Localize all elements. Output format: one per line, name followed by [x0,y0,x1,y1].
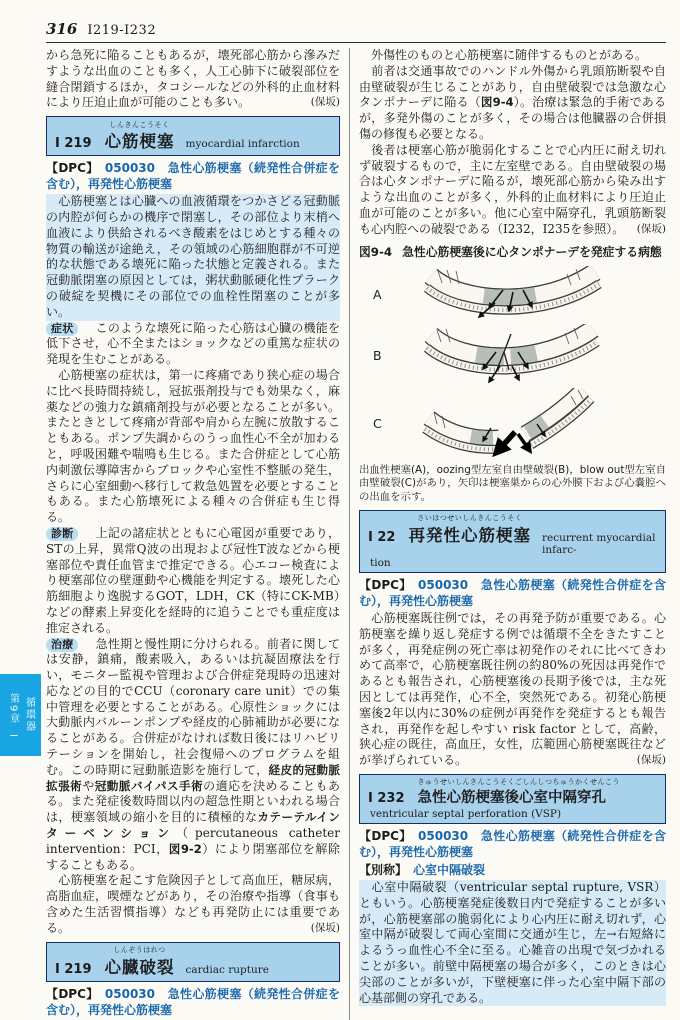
entry-header-recurrent-mi [359,510,666,573]
right-column [350,48,666,1020]
entry-title-ja: さいはつせいしんきんこうそく 再発性心筋梗塞 [408,514,531,545]
entry-title-en: myocardial infarction [185,138,300,151]
dpc-text: 急性心筋梗塞（続発性合併症を含む），再発性心筋梗塞 [359,577,666,608]
oozing-rupture-diagram [401,324,621,388]
rupture-paragraph-3: 後者は梗塞心筋が脆弱化することで心内圧に耐え切れず破裂するもので，主に左室壁である。自由壁破裂の場合は心タンポナーデに陥るが，壊死部心筋から染み出すような出血のことが多く，外科的止血材料により圧迫止血が可能のことが多い。他に心室中隔穿孔，乳頭筋断裂も心内腔への破裂である（I232，I235を参照）。 (保坂) [359,142,666,236]
author-credit: (保坂) [310,96,340,109]
hemorrhagic-infarction-diagram [401,266,621,324]
dpc-line [46,986,340,1018]
entry-title-ja: しんきんこうそく 心筋梗塞 [104,120,175,152]
entry-title-en: cardiac rupture [185,963,269,976]
alias-label: 【別称】 [359,862,402,877]
dpc-code: 050030 [104,161,156,176]
dpc-label: 【DPC】 [46,986,93,1001]
furigana: さいはつせいしんきんこうそく [417,514,523,523]
recurrent-mi-paragraph: 心筋梗塞既往例では，その再発予防が重要である。心筋梗塞を繰り返し発症する例では循環不全をきたすことが多く，再発症例の死亡率は初発作のそれに比べてきわめて高率で，心筋梗塞既往例の約80%の死因は再発作であるとも報告され，心筋梗塞後の長期予後では，主な死因としては再発作，心不全，突然死である。初発心筋梗塞後2年以内に30%の症例が再発作を発症するとも報告され，再発作を起しやすい risk factor として，高齢，狭心症の既往，高血圧，女性，広範囲心筋梗塞既往などが挙げられている。 (保坂) [359,610,666,768]
vsp-definition-paragraph: 心室中隔破裂（ventricular septal rupture, VSR）ともいう。心筋梗塞発症後数日内で発症することが多いが，心筋梗塞部の脆弱化により心内圧に耐え切れず，心室中隔が破裂して両心室間に交通が生じ，左→右短絡によるうっ血性心不全に至る。心雑音の出現で気づかれることが多い。前壁中隔梗塞の場合が多く，このときは心尖部のことが多いが，下壁梗塞に伴った心室中隔下部の心基部側の穿孔である。 [359,879,666,1005]
dpc-label: 【DPC】 [359,828,406,843]
symptoms-paragraph: 症状 このような壊死に陥った心筋は心臓の機能を低下させ，心不全またはショックなどの重篤な症状の発現を生むことがある。 [46,320,340,367]
chapter-tab-section: 循環器 [23,697,35,733]
entry-title-en: ventricular septal perforation (VSP) [370,807,562,820]
running-head [46,20,666,43]
dpc-text: 急性心筋梗塞（続発性合併症を含む），再発性心筋梗塞 [46,986,340,1017]
entry-header-cardiac-rupture [46,942,340,982]
entry-title-ja: きゅうせいしんきんこうそくごしんしつちゅうかくせんこう 急性心筋梗塞後心室中隔穿孔 [417,778,620,806]
entry-header-vsp [359,774,666,824]
chapter-tab-left: 第9章I [7,693,19,737]
diagnosis-paragraph: 診断 上記の諸症状とともに心電図が重要であり，STの上昇，異常Q波の出現および冠性T波などから梗塞部位や責任血管まで推定できる。心エコー検査により梗塞部位の壁運動や心機能を判定する。壊死した心筋細胞より逸脱するGOT，LDH，CK（特にCK-MB）などの酵素上昇変化を経時的に追うことでも重症度は推定される。 [46,525,340,635]
diagnosis-label: 診断 [46,527,78,541]
entry-code: I 22 [368,529,396,545]
alias-text: 心室中隔破裂 [413,862,486,877]
figure-9-4 [373,266,666,460]
intro-paragraph [46,48,340,111]
risk-factor-paragraph: 心筋梗塞を起こす危険因子として高血圧，糖尿病，高脂血症，喫煙などがあり，その治療や指導（食事も含めた生活習慣指導）なども再発防止には重要である。 (保坂) [46,873,340,935]
dpc-code: 050030 [418,577,469,592]
page-entry-range: I219-I232 [87,23,157,38]
entry-code: I 219 [55,136,92,152]
dpc-line [46,160,340,192]
rupture-paragraph-2: 前者は交通事故でのハンドル外傷から乳頭筋断裂や自由壁破裂が生じることがあり，自由壁破裂では急激な心タンポナーデに陥る（図9-4）。治療は緊急的手術であるが，多発外傷のことが多く，その場合は他臓器の合併損傷の修復も必要となる。 [359,63,666,141]
entry-title-ja: しんぞうはれつ 心臓破裂 [104,946,175,977]
intro-text: から急死に陥ることもあるが，壊死部心筋から滲みだすような出血のことも多く，人工心肺下に破裂部位を縫合閉鎖するほか，タコシールなどの外科的止血材料により圧迫止血が可能のことも多い。 [46,48,340,110]
alias-line [359,862,666,878]
page-number: 316 [46,20,78,38]
entry-code: I 219 [55,961,92,977]
furigana: しんきんこうそく [109,120,170,129]
dpc-text: 急性心筋梗塞（続発性合併症を含む），再発性心筋梗塞 [359,828,666,859]
figure-label: 図9-4 [359,244,393,259]
treatment-paragraph: 治療 急性期と慢性期に分けられる。前者に関しては安静，鎮痛，酸素吸入，あるいは抗凝固療法を行い，モニター監視や管理および合併症発現時の迅速対応などの目的でCCU（coronary care unit）での集中管理を必要とすることがある。心原性ショックには大動脈内バルーンポンプや経皮的心肺補助が必要になることがある。合併症がなければ数日後にはリハビリテーションを開始し，社会復帰へのプログラムを組む。この時期に冠動脈造影を施行して，経皮的冠動脈拡張術や冠動脈バイパス手術の適応を決めることもある。また発症後数時間以内の超急性期といわれる場合は，梗塞領域の縮小を目的に積極的なカテーテルインターベンション（percutaneous catheter intervention：PCI，図9-2）により閉塞部位を解除することもある。 [46,636,340,872]
left-column [46,48,349,1020]
furigana: しんぞうはれつ [113,946,166,955]
rupture-paragraph-1: 外傷性のものと心筋梗塞に随伴するものとがある。 [359,48,648,62]
symptoms-label: 症状 [46,322,78,336]
mi-definition-paragraph: 心筋梗塞とは心臓への血液循環をつかさどる冠動脈の内腔が何らかの機序で閉塞し，その部位より末梢へ血液により供給されるべき酸素をはじめとする種々の物質の輸送が途絶え，その領域の心筋細胞群が不可逆的な状態である壊死に陥った状態と定義される。また冠動脈閉塞の原因としては，粥状動脈硬化性プラークの破綻を契機にその部位での血栓性閉塞のことが多い。 [46,194,340,319]
author-credit: (保坂) [310,921,340,934]
panel-label-a: A [373,287,382,303]
treatment-label: 治療 [46,638,78,652]
entry-code: I 232 [368,790,405,806]
furigana: きゅうせいしんきんこうそくごしんしつちゅうかくせんこう [417,778,620,787]
figure-panel-b [373,324,666,388]
panel-label-b: B [373,348,382,364]
chapter-tab [0,674,41,756]
dpc-code: 050030 [418,828,469,843]
figure-caption: 出血性梗塞(A)，oozing型左室自由壁破裂(B)，blow out型左室自由壁破裂(C)があり，矢印は梗塞巣からの心外膜下および心嚢腔への出血を示す。 [359,463,666,504]
dpc-line [359,577,666,609]
entry-header-myocardial-infarction [46,116,340,156]
entry-title-en-wrap: tion [370,556,391,569]
author-credit: (保坂) [636,754,666,767]
blow-out-rupture-diagram [401,388,621,460]
panel-label-c: C [373,416,382,432]
figure-panel-a [373,266,666,324]
dpc-label: 【DPC】 [46,161,93,176]
entry-title-en: recurrent myocardial infarc- [541,531,656,556]
figure-title: 図9-4 急性心筋梗塞後に心タンポナーデを発症する病態 [359,244,662,259]
symptoms-paragraph-2: 心筋梗塞の症状は，第一に疼痛であり狭心症の場合に比べ長時間持続し，冠拡張剤投与でも効果なく，麻薬などの強力な鎮痛剤投与が必要となることが多い。またときとして疼痛が背部や肩から左腕に放散することもある。ポンプ失調からのうっ血性心不全が加わると，呼吸困難や喘鳴も生じる。また合併症として心筋内刺激伝導障害からブロックや心室性不整脈の発生，さらに心室細動へ移行して救急処置を必要とすることもある。また心筋壊死による種々の合併症も生じ得る。 [46,367,340,525]
author-credit: (保坂) [636,222,666,235]
figure-panel-c [373,388,666,460]
dpc-text: 急性心筋梗塞（続発性合併症を含む），再発性心筋梗塞 [46,161,340,192]
dpc-line [359,828,666,860]
dpc-label: 【DPC】 [359,577,406,592]
dpc-code: 050030 [104,986,156,1001]
